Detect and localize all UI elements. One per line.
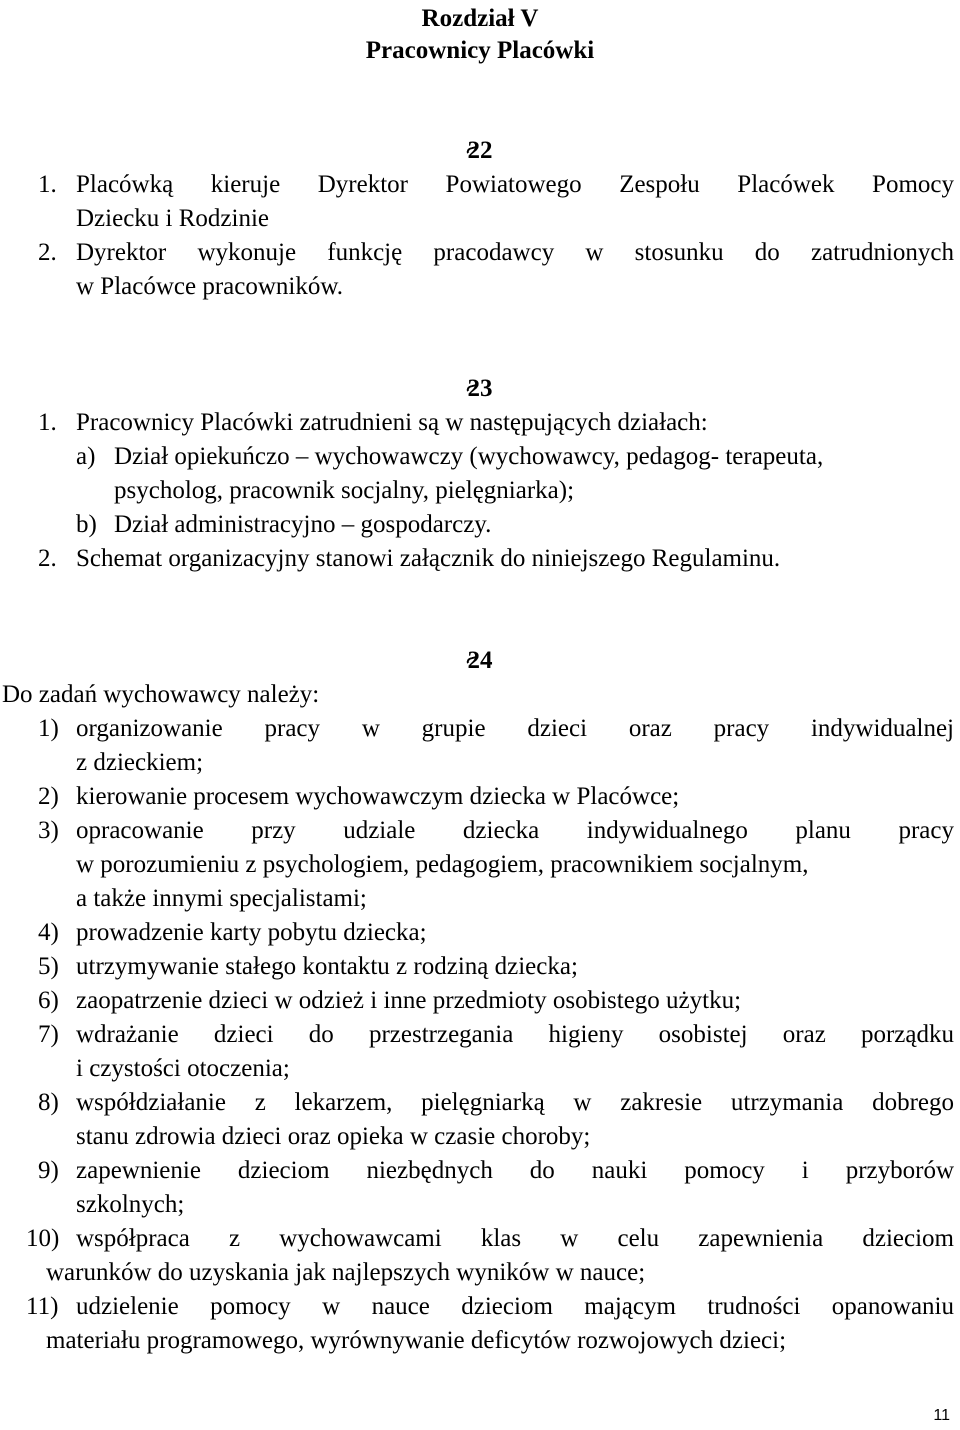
s23-item-1-text: Pracownicy Placówki zatrudnieni są w następujących działach:	[76, 409, 708, 436]
s23-item-2-text: Schemat organizacyjny stanowi załącznik do niniejszego Regulaminu.	[76, 545, 781, 572]
s22-item-1-line2: Dziecku i Rodzinie	[76, 205, 269, 232]
s24-item-num: 3)	[38, 817, 59, 844]
s24-item-num: 7)	[38, 1021, 59, 1048]
s24-item-num: 4)	[38, 919, 59, 946]
s24-item-line: stanu zdrowia dzieci oraz opieka w czasie choroby;	[76, 1123, 591, 1150]
s23-sub-a-line2: psycholog, pracownik socjalny, pielęgniarka);	[114, 477, 575, 504]
s24-item-num: 5)	[38, 953, 59, 980]
section-22-heading: 22	[467, 137, 493, 164]
s23-sub-b-letter: b)	[76, 511, 97, 538]
section-24-heading: 24	[467, 647, 493, 674]
s24-intro: Do zadań wychowawcy należy:	[2, 681, 320, 708]
s24-item-num: 2)	[38, 783, 59, 810]
s24-item-line: z dzieckiem;	[76, 749, 204, 776]
s24-item-line: warunków do uzyskania jak najlepszych wyników w nauce;	[46, 1259, 646, 1286]
s23-item-2-num: 2.	[38, 545, 57, 572]
s24-item-line: prowadzenie karty pobytu dziecka;	[76, 919, 427, 946]
s24-item-line: współpraca z wychowawcami klas w celu zapewnienia dzieciom	[76, 1225, 954, 1252]
s24-item-line: wdrażanie dzieci do przestrzegania higieny osobistej oraz porządku	[76, 1021, 954, 1048]
s24-item-line: i czystości otoczenia;	[76, 1055, 290, 1082]
s24-item-num: 6)	[38, 987, 59, 1014]
section-23-heading: 23	[467, 375, 493, 402]
s24-item-line: utrzymywanie stałego kontaktu z rodziną dziecka;	[76, 953, 578, 980]
s24-item-line: udzielenie pomocy w nauce dzieciom mającym trudności opanowaniu	[76, 1293, 954, 1320]
s23-item-1-num: 1.	[38, 409, 57, 436]
s22-item-2-num: 2.	[38, 239, 57, 266]
s24-item-line: w porozumieniu z psychologiem, pedagogiem, pracownikiem socjalnym,	[76, 851, 809, 878]
s22-item-2-line1: Dyrektor wykonuje funkcję pracodawcy w stosunku do zatrudnionych	[76, 239, 954, 266]
s24-item-line: zapewnienie dzieciom niezbędnych do nauki pomocy i przyborów	[76, 1157, 954, 1184]
s24-item-line: opracowanie przy udziale dziecka indywidualnego planu pracy	[76, 817, 954, 844]
s24-item-num: 10)	[26, 1225, 60, 1252]
s22-item-2-line2: w Placówce pracowników.	[76, 273, 344, 300]
chapter-title: Pracownicy Placówki	[365, 37, 595, 64]
s24-item-line: szkolnych;	[76, 1191, 185, 1218]
s24-item-num: 8)	[38, 1089, 59, 1116]
s24-item-line: współdziałanie z lekarzem, pielęgniarką w zakresie utrzymania dobrego	[76, 1089, 954, 1116]
s24-item-line: a także innymi specjalistami;	[76, 885, 367, 912]
chapter-number: Rozdział V	[421, 5, 539, 32]
s22-item-1-num: 1.	[38, 171, 57, 198]
s22-item-1-line1: Placówką kieruje Dyrektor Powiatowego Zespołu Placówek Pomocy	[76, 171, 954, 198]
s23-sub-a-line1: Dział opiekuńczo – wychowawczy (wychowawcy, pedagog- terapeuta,	[114, 443, 824, 470]
s24-item-num: 9)	[38, 1157, 59, 1184]
s24-item-line: organizowanie pracy w grupie dzieci oraz pracy indywidualnej	[76, 715, 954, 742]
s23-sub-a-letter: a)	[76, 443, 96, 470]
s24-item-num: 11)	[26, 1293, 59, 1320]
s24-item-line: kierowanie procesem wychowawczym dziecka w Placówce;	[76, 783, 680, 810]
s24-item-num: 1)	[38, 715, 59, 742]
page-number: 11	[933, 1407, 950, 1424]
s24-item-line: materiału programowego, wyrównywanie deficytów rozwojowych dzieci;	[46, 1327, 787, 1354]
s24-item-line: zaopatrzenie dzieci w odzież i inne przedmioty osobistego użytku;	[76, 987, 742, 1014]
s23-sub-b-line1: Dział administracyjno – gospodarczy.	[114, 511, 492, 538]
